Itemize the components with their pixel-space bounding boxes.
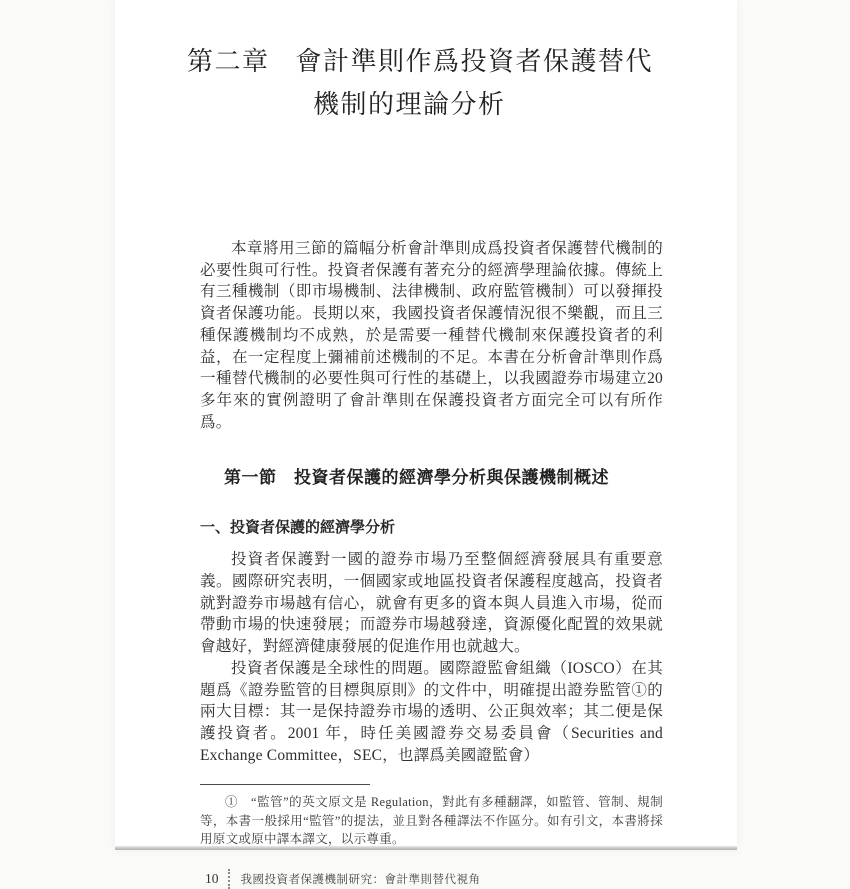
- footer-dotted-divider: [228, 869, 230, 889]
- chapter-title-line1: [187, 40, 663, 83]
- page-number: 10: [205, 870, 219, 886]
- paragraph-investor-protection: 投資者保護對一國的證券市場乃至整個經濟發展具有重要意義。國際研究表明，一個國家或地區投資者保護程度越高，投資者就對證券市場越有信心，就會有更多的資本與人員進入市場，從而帶動市場的快速發展；而證券市場越發達，資源優化配置的效果就會越好，對經濟健康發展的促進作用也就越大。: [200, 551, 663, 656]
- page-content: [115, 0, 737, 886]
- intro-paragraph: 本章將用三節的篇幅分析會計準則成爲投資者保護替代機制的必要性與可行性。投資者保護有著充分的經濟學理論依據。傳統上有三種機制（即市場機制、法律機制、政府監管機制）可以發揮投資者保護功能。長期以來，我國投資者保護情況很不樂觀，而且三種保護機制均不成熟，於是需要一種替代機制來保護投資者的利益，在一定程度上彌補前述機制的不足。本書在分析會計準則作爲一種替代機制的必要性與可行性的基礎上，以我國證券市場建立20 多年來的實例證明了會計準則在保護投資者方面完全可以有所作爲。: [200, 240, 663, 431]
- page-footer: [200, 869, 663, 889]
- paragraph-iosco: 投資者保護是全球性的問題。國際證監會組織（IOSCO）在其題爲《證券監管的目標與原則》的文件中，明確提出證券監管①的兩大目標：其一是保持證券市場的透明、公正與效率；其二便是保護投資者。2001 年，時任美國證券交易委員會（Securities and Exchange Committee，SEC，也譯爲美國證監會）: [200, 659, 663, 764]
- chapter-title-text: 會計準則作爲投資者保護替代: [295, 46, 654, 76]
- footer-book-title: 我國投資者保護機制研究：會計準則替代視角: [240, 873, 481, 886]
- page-bottom-edge-shadow: [115, 846, 737, 850]
- chapter-title-line2: 機制的理論分析: [313, 89, 506, 119]
- chapter-title: [187, 40, 663, 126]
- body-text: [200, 238, 663, 766]
- footnote: ① “監管”的英文原文是 Regulation，對此有多種翻譯，如監管、管制、規制等，本書一般採用“監管”的提法，並且對各種譯法不作區分。如有引文，本書將採用原文或原中譯本譯文，以示尊重。: [200, 795, 663, 847]
- book-page: [115, 0, 737, 886]
- footnote-separator-rule: [200, 784, 370, 785]
- section-heading: 第一節 投資者保護的經濟學分析與保護機制概述: [224, 468, 609, 488]
- chapter-number: 第二章: [187, 46, 270, 76]
- subsection-heading: 一、投資者保護的經濟學分析: [200, 519, 396, 537]
